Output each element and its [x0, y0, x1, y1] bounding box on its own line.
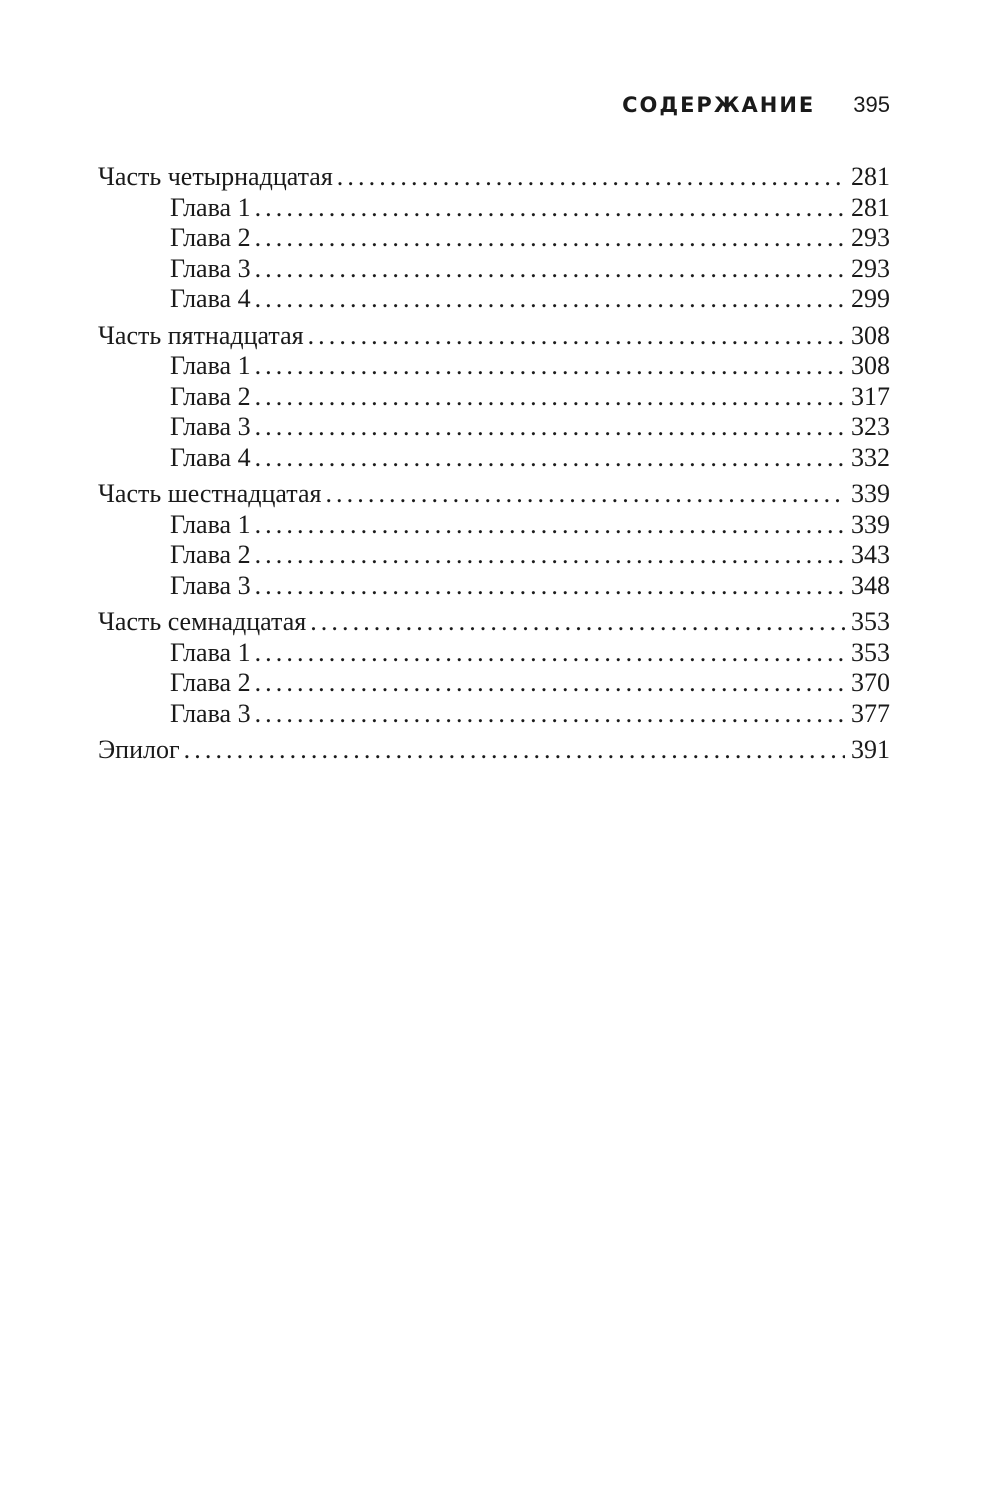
dot-leader: [255, 668, 845, 699]
dot-leader: [325, 479, 845, 510]
dot-leader: [255, 443, 845, 474]
toc-chapter-entry[interactable]: [98, 571, 890, 602]
toc-epilogue-entry[interactable]: [98, 735, 890, 766]
toc-page-number: 281: [851, 192, 890, 222]
toc-chapter-entry[interactable]: [98, 668, 890, 699]
toc-part-title: Часть четырнадцатая: [98, 162, 333, 191]
dot-leader: [255, 412, 845, 443]
toc-page-number: 323: [851, 412, 890, 441]
toc-chapter-title: Глава 2: [170, 668, 251, 697]
toc-chapter-title: Глава 1: [170, 192, 251, 222]
dot-leader: [255, 699, 845, 730]
toc-page-number: 391: [851, 735, 890, 764]
toc-chapter-entry[interactable]: [98, 412, 890, 443]
dot-leader: [255, 382, 845, 413]
toc-chapter-title: Глава 4: [170, 442, 251, 472]
toc-part-title: Часть семнадцатая: [98, 607, 307, 636]
toc-chapter-entry[interactable]: [98, 510, 890, 541]
toc-page-number: 308: [851, 320, 890, 350]
dot-leader: [255, 571, 845, 602]
toc-epilogue-title: Эпилог: [98, 735, 180, 764]
toc-page-number: 339: [851, 479, 890, 508]
dot-leader: [184, 735, 845, 766]
toc-page-number: 293: [851, 223, 890, 252]
toc-chapter-title: Глава 3: [170, 412, 251, 441]
toc-chapter-entry[interactable]: [98, 699, 890, 730]
toc-chapter-entry[interactable]: [98, 193, 890, 224]
dot-leader: [255, 351, 845, 382]
dot-leader: [255, 510, 845, 541]
toc-part-entry[interactable]: [98, 607, 890, 638]
toc-chapter-title: Глава 2: [170, 540, 251, 569]
toc-chapter-title: Глава 1: [170, 509, 251, 539]
toc-page-number: 377: [851, 698, 890, 728]
dot-leader: [255, 540, 845, 571]
running-head-section: СОДЕРЖАНИЕ: [622, 93, 816, 117]
toc-chapter-entry[interactable]: [98, 382, 890, 413]
toc-chapter-title: Глава 3: [170, 698, 251, 728]
toc-chapter-title: Глава 4: [170, 284, 251, 313]
toc-part: [98, 479, 890, 601]
toc-chapter-title: Глава 3: [170, 570, 251, 600]
dot-leader: [308, 321, 845, 352]
toc-chapter-entry[interactable]: [98, 443, 890, 474]
dot-leader: [310, 607, 845, 638]
toc-part-entry[interactable]: [98, 479, 890, 510]
toc-chapter-title: Глава 2: [170, 223, 251, 252]
table-of-contents: [98, 162, 890, 766]
dot-leader: [255, 284, 845, 315]
toc-part: [98, 162, 890, 315]
toc-page-number: 339: [851, 509, 890, 539]
toc-part: [98, 321, 890, 474]
toc-part-title: Часть пятнадцатая: [98, 320, 304, 350]
toc-chapter-entry[interactable]: [98, 540, 890, 571]
toc-page-number: 332: [851, 442, 890, 472]
dot-leader: [255, 638, 845, 669]
toc-page-number: 293: [851, 253, 890, 283]
toc-chapter-title: Глава 2: [170, 381, 251, 411]
dot-leader: [255, 193, 845, 224]
toc-part-entry[interactable]: [98, 162, 890, 193]
toc-chapter-entry[interactable]: [98, 638, 890, 669]
dot-leader: [337, 162, 845, 193]
toc-page-number: 317: [851, 381, 890, 411]
page-number: 395: [853, 92, 890, 117]
toc-page-number: 348: [851, 570, 890, 600]
running-head: [622, 92, 890, 118]
toc-page-number: 308: [851, 351, 890, 380]
toc-chapter-entry[interactable]: [98, 351, 890, 382]
toc-page-number: 370: [851, 668, 890, 697]
toc-chapter-entry[interactable]: [98, 284, 890, 315]
toc-chapter-title: Глава 3: [170, 253, 251, 283]
toc-chapter-title: Глава 1: [170, 637, 251, 667]
toc-chapter-entry[interactable]: [98, 223, 890, 254]
dot-leader: [255, 223, 845, 254]
toc-chapter-entry[interactable]: [98, 254, 890, 285]
toc-page-number: 353: [851, 637, 890, 667]
toc-part: [98, 607, 890, 729]
toc-page-number: 353: [851, 607, 890, 636]
dot-leader: [255, 254, 845, 285]
toc-page-number: 281: [851, 162, 890, 191]
toc-page-number: 299: [851, 284, 890, 313]
toc-chapter-title: Глава 1: [170, 351, 251, 380]
toc-part-title: Часть шестнадцатая: [98, 479, 322, 508]
toc-page-number: 343: [851, 540, 890, 569]
toc-part-entry[interactable]: [98, 321, 890, 352]
